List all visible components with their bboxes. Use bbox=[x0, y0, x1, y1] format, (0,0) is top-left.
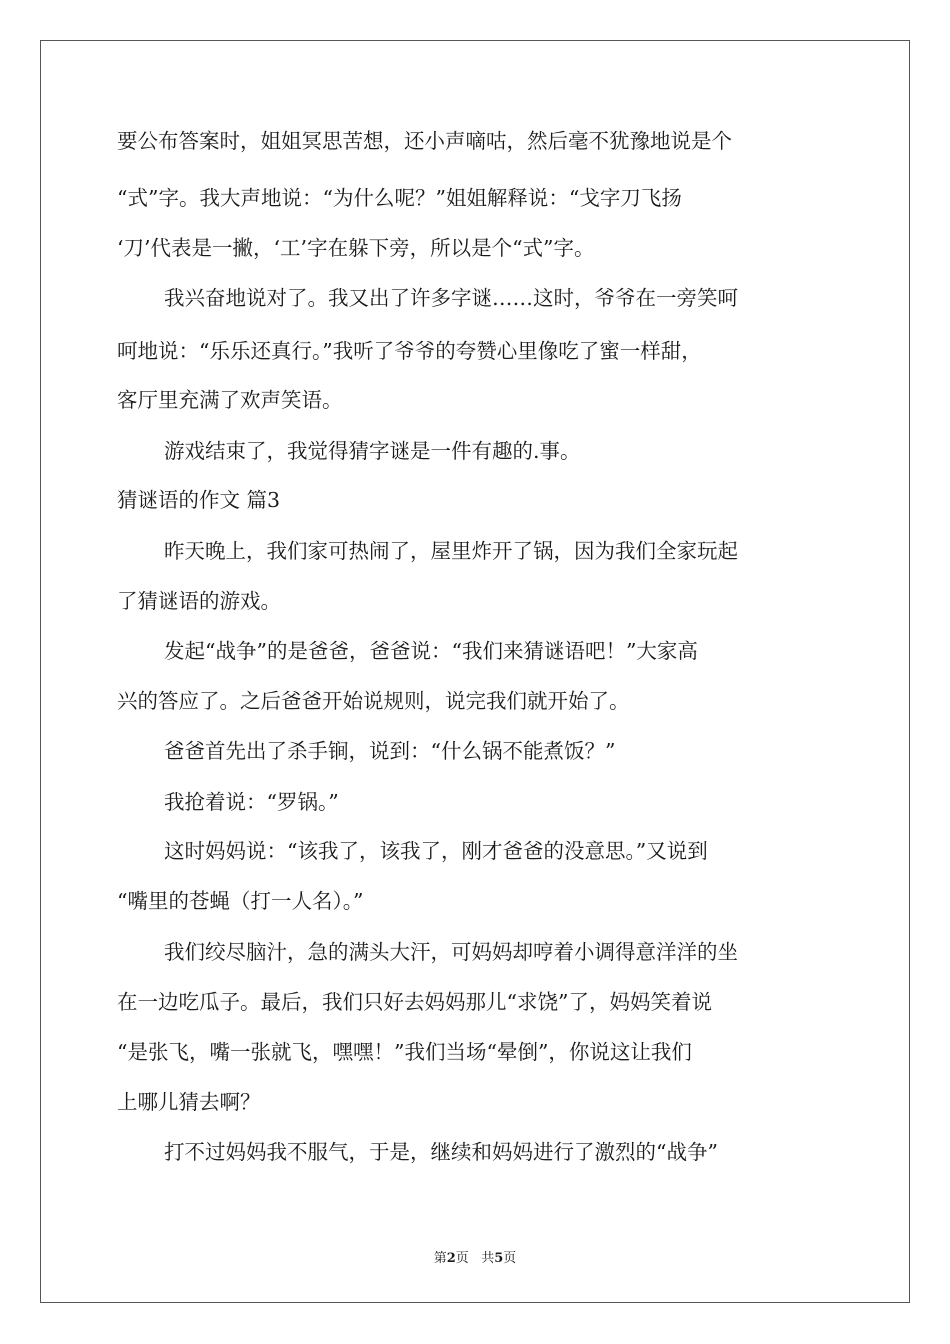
text-line: “嘴里的苍蝇（打一人名）。” bbox=[117, 889, 364, 913]
text-line: “式”字。我大声地说：“为什么呢？”姐姐解释说：“戈字刀飞扬 bbox=[117, 186, 682, 210]
text-line: 了猜谜语的游戏。 bbox=[117, 589, 281, 613]
text-line: 客厅里充满了欢声笑语。 bbox=[117, 388, 343, 412]
text-line: 爸爸首先出了杀手锏，说到：“什么锅不能煮饭？” bbox=[164, 739, 616, 763]
page-prefix: 第 bbox=[433, 1251, 447, 1266]
text-line: 兴的答应了。之后爸爸开始说规则，说完我们就开始了。 bbox=[117, 689, 630, 713]
text-line: 游戏结束了，我觉得猜字谜是一件有趣的.事。 bbox=[164, 439, 581, 463]
text-line: 这时妈妈说：“该我了，该我了，刚才爸爸的没意思。”又说到 bbox=[164, 839, 708, 863]
text-line: 我兴奋地说对了。我又出了许多字谜……这时，爷爷在一旁笑呵 bbox=[164, 286, 738, 310]
text-line: 我们绞尽脑汁，急的满头大汗，可妈妈却哼着小调得意洋洋的坐 bbox=[164, 940, 738, 964]
page-number: 2 bbox=[446, 1251, 456, 1266]
total-prefix: 共 bbox=[481, 1251, 495, 1266]
text-line: 发起“战争”的是爸爸，爸爸说：“我们来猜谜语吧！”大家高 bbox=[164, 639, 698, 663]
text-line: 呵地说：“乐乐还真行。”我听了爷爷的夸赞心里像吃了蜜一样甜， bbox=[117, 339, 702, 363]
page-footer bbox=[0, 1247, 950, 1266]
text-line: 打不过妈妈我不服气，于是，继续和妈妈进行了激烈的“战争” bbox=[164, 1140, 718, 1164]
text-line: ‘刀’代表是一撇，‘工’字在躲下旁，所以是个“式”字。 bbox=[117, 236, 595, 260]
text-line: “是张飞，嘴一张就飞，嘿嘿！”我们当场“晕倒”，你说这让我们 bbox=[117, 1040, 692, 1064]
text-line: 在一边吃瓜子。最后，我们只好去妈妈那儿“求饶”了，妈妈笑着说 bbox=[117, 990, 712, 1014]
total-suffix: 页 bbox=[503, 1251, 517, 1266]
text-line: 要公布答案时，姐姐冥思苦想，还小声嘀咕，然后毫不犹豫地说是个 bbox=[117, 129, 732, 153]
text-line: 上哪儿猜去啊？ bbox=[117, 1090, 261, 1114]
page-suffix: 页 bbox=[455, 1251, 469, 1266]
text-line: 我抢着说：“罗锅。” bbox=[164, 790, 339, 814]
section-heading: 猜谜语的作文 篇3 bbox=[117, 488, 281, 512]
text-line: 昨天晚上，我们家可热闹了，屋里炸开了锅，因为我们全家玩起 bbox=[164, 539, 738, 563]
total-pages: 5 bbox=[494, 1251, 504, 1266]
